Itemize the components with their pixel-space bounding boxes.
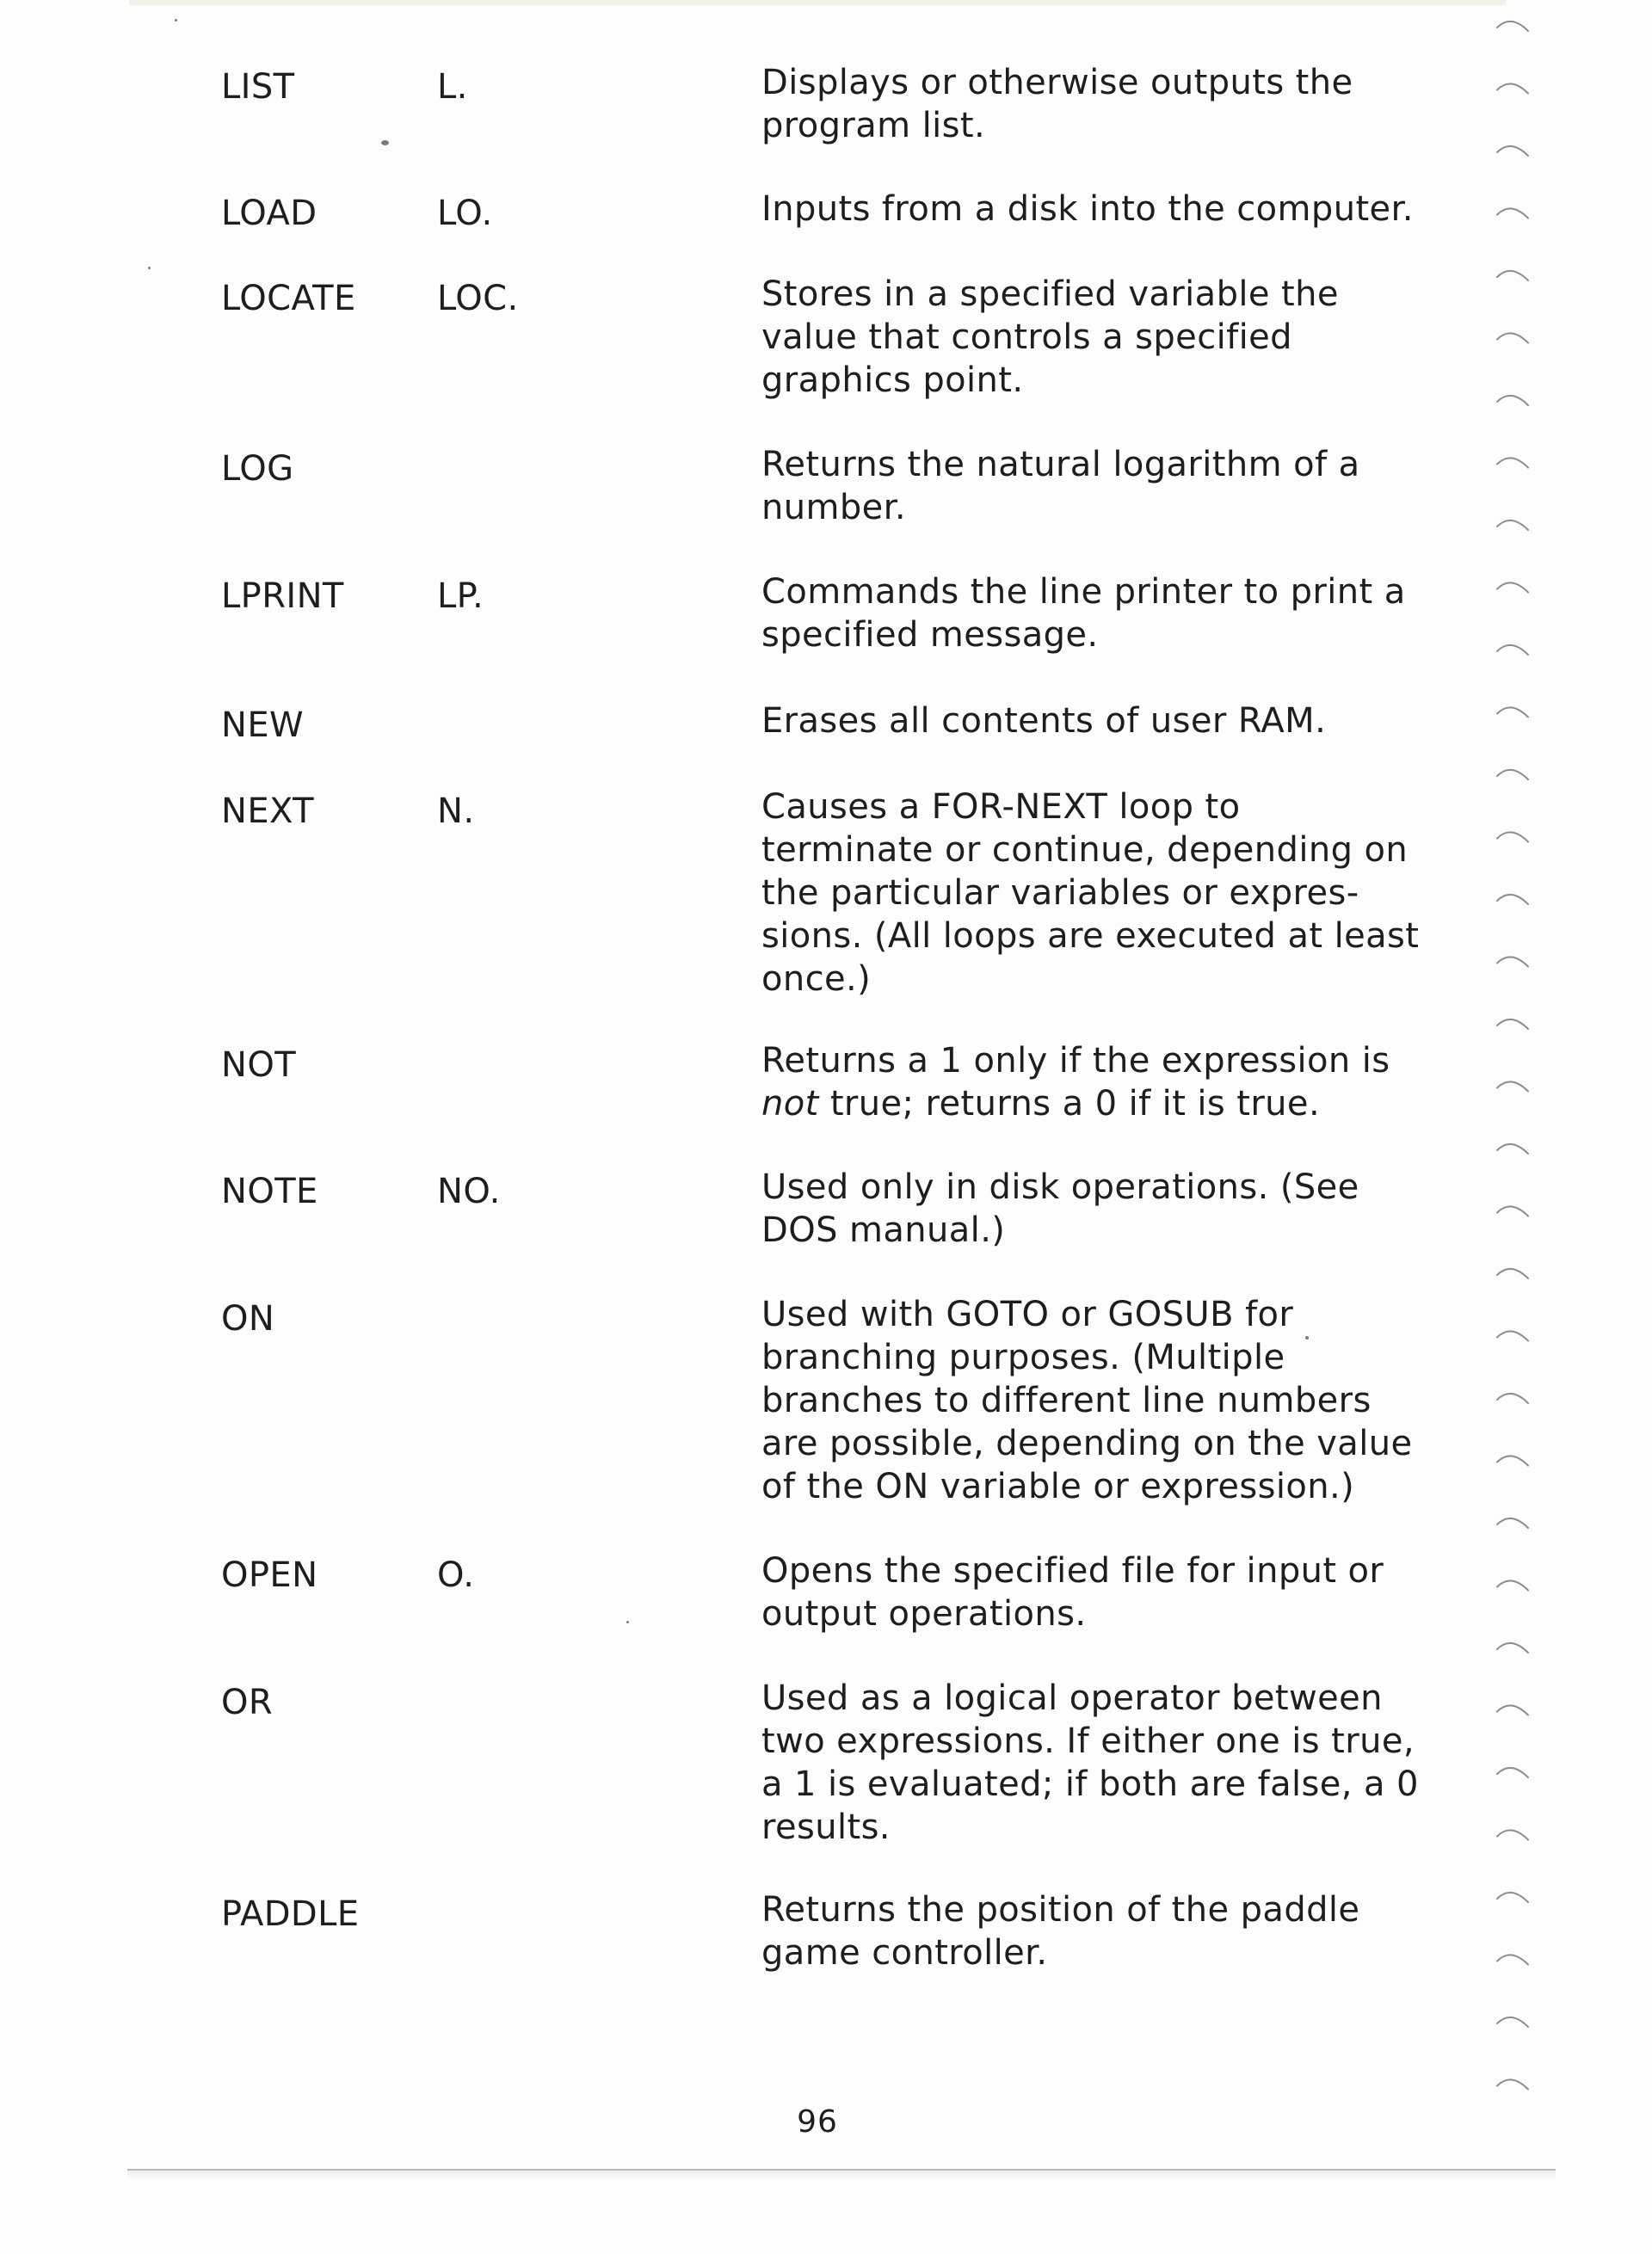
command-name: OR <box>221 1683 274 1722</box>
binding-hole-arc <box>1497 1331 1528 1340</box>
binding-hole-arc <box>1497 1394 1528 1403</box>
binding-hole-arc <box>1497 957 1528 966</box>
binding-hole-arc <box>1497 1955 1528 1964</box>
binding-hole-arc <box>1497 2017 1528 2027</box>
command-name: NEXT <box>221 791 314 831</box>
command-name: NOT <box>221 1045 297 1085</box>
binding-hole-arc <box>1497 333 1528 342</box>
scan-speck <box>175 19 177 22</box>
binding-hole-arc <box>1497 396 1528 405</box>
description-line: number. <box>761 488 906 527</box>
command-abbreviation: NO. <box>437 1172 501 1211</box>
scan-speck <box>148 267 151 269</box>
description-line-rest: true; returns a 0 if it is true. <box>818 1084 1321 1124</box>
scan-speck <box>1305 1336 1309 1339</box>
command-description <box>761 570 1415 656</box>
description-line: Displays or otherwise outputs the <box>761 63 1353 102</box>
description-line: a 1 is evaluated; if both are false, a 0 <box>761 1764 1419 1804</box>
binding-hole-arc <box>1497 1019 1528 1029</box>
binding-hole-arc <box>1497 271 1528 280</box>
command-description <box>761 1549 1415 1635</box>
description-line: of the ON variable or expression.) <box>761 1467 1355 1506</box>
binding-hole-arc <box>1497 895 1528 904</box>
description-line: branches to different line numbers <box>761 1381 1372 1420</box>
description-line: Stores in a specified variable the <box>761 274 1339 314</box>
binding-hole-arc <box>1497 1518 1528 1528</box>
command-name: PADDLE <box>221 1894 360 1934</box>
command-description <box>761 785 1420 1001</box>
command-abbreviation: LP. <box>437 576 484 616</box>
command-description <box>761 443 1415 529</box>
binding-hole-arc <box>1497 1768 1528 1777</box>
description-line: Returns a 1 only if the expression is <box>761 1041 1390 1081</box>
description-line: program list. <box>761 106 986 145</box>
command-name: ON <box>221 1299 275 1339</box>
command-name: OPEN <box>221 1555 318 1595</box>
binding-hole-arc <box>1497 1144 1528 1154</box>
description-line: once.) <box>761 959 872 999</box>
description-line: Commands the line printer to print a <box>761 572 1406 612</box>
binding-hole-arc <box>1497 1269 1528 1278</box>
binding-hole-arc <box>1497 520 1528 530</box>
command-description <box>761 1888 1415 1974</box>
description-line: Used with GOTO or GOSUB for <box>761 1295 1294 1334</box>
description-line: Causes a FOR-NEXT loop to <box>761 787 1241 827</box>
command-name: LPRINT <box>221 576 344 616</box>
command-description <box>761 1039 1415 1125</box>
binding-hole-arc <box>1497 146 1528 156</box>
command-abbreviation: LOC. <box>437 279 519 318</box>
binding-holes-svg <box>1489 0 1540 2254</box>
page-bottom-shadow <box>127 2171 1556 2179</box>
command-name: NOTE <box>221 1172 318 1211</box>
binding-hole-arc <box>1497 1206 1528 1216</box>
binding-hole-arc <box>1497 83 1528 93</box>
scan-speck <box>626 1621 629 1623</box>
binding-hole-arc <box>1497 1893 1528 1902</box>
description-line: the particular variables or expres- <box>761 873 1359 913</box>
description-line: Returns the natural logarithm of a <box>761 445 1360 484</box>
description-line: value that controls a specified <box>761 317 1292 357</box>
description-line: are possible, depending on the value <box>761 1424 1413 1463</box>
command-abbreviation: L. <box>437 67 468 107</box>
binding-hole-arc <box>1497 458 1528 467</box>
command-description <box>761 188 1415 231</box>
binding-hole-arc <box>1497 22 1528 31</box>
command-description <box>761 699 1415 742</box>
binding-hole-arc <box>1497 582 1528 592</box>
description-line: two expressions. If either one is true, <box>761 1721 1415 1761</box>
command-name: NEW <box>221 705 304 745</box>
description-line: branching purposes. (Multiple <box>761 1338 1285 1377</box>
command-description <box>761 1293 1415 1508</box>
description-line: Opens the specified file for input or <box>761 1551 1384 1591</box>
binding-hole-arc <box>1497 1081 1528 1091</box>
binding-hole-arc <box>1497 208 1528 218</box>
command-description <box>761 1166 1415 1252</box>
command-description <box>761 273 1415 402</box>
binding-hole-arc <box>1497 1580 1528 1590</box>
description-line: terminate or continue, depending on <box>761 830 1409 870</box>
command-abbreviation: N. <box>437 791 475 831</box>
command-name: LOG <box>221 449 294 489</box>
description-line: Used as a logical operator between <box>761 1678 1383 1718</box>
command-abbreviation: LO. <box>437 194 493 233</box>
binding-hole-arc <box>1497 1705 1528 1715</box>
scan-speck <box>381 140 389 145</box>
description-line: sions. (All loops are executed at least <box>761 916 1420 956</box>
binding-hole-arc <box>1497 770 1528 779</box>
description-emphasis: not <box>761 1084 819 1124</box>
description-line: results. <box>761 1808 891 1847</box>
command-description <box>761 61 1415 147</box>
description-line: Inputs from a disk into the computer. <box>761 189 1414 229</box>
description-line <box>761 1082 1415 1125</box>
description-line: graphics point. <box>761 360 1024 400</box>
binding-hole-arc <box>1497 707 1528 717</box>
binding-hole-arc <box>1497 1830 1528 1839</box>
description-line: output operations. <box>761 1594 1087 1634</box>
description-line: specified message. <box>761 615 1099 655</box>
description-line: DOS manual.) <box>761 1210 1006 1250</box>
command-abbreviation: O. <box>437 1555 475 1595</box>
command-name: LOAD <box>221 194 317 233</box>
description-line: Erases all contents of user RAM. <box>761 701 1327 741</box>
command-description <box>761 1677 1419 1849</box>
description-line: Used only in disk operations. (See <box>761 1167 1359 1207</box>
spiral-binding <box>1489 0 1540 2254</box>
binding-hole-arc <box>1497 1456 1528 1465</box>
binding-hole-arc <box>1497 645 1528 655</box>
binding-hole-arc <box>1497 1643 1528 1653</box>
binding-hole-arc <box>1497 2079 1528 2089</box>
command-name: LOCATE <box>221 279 356 318</box>
description-line: Returns the position of the paddle <box>761 1890 1360 1930</box>
description-line: game controller. <box>761 1933 1048 1973</box>
command-name: LIST <box>221 67 295 107</box>
binding-hole-arc <box>1497 832 1528 841</box>
page-number: 96 <box>797 2104 838 2140</box>
